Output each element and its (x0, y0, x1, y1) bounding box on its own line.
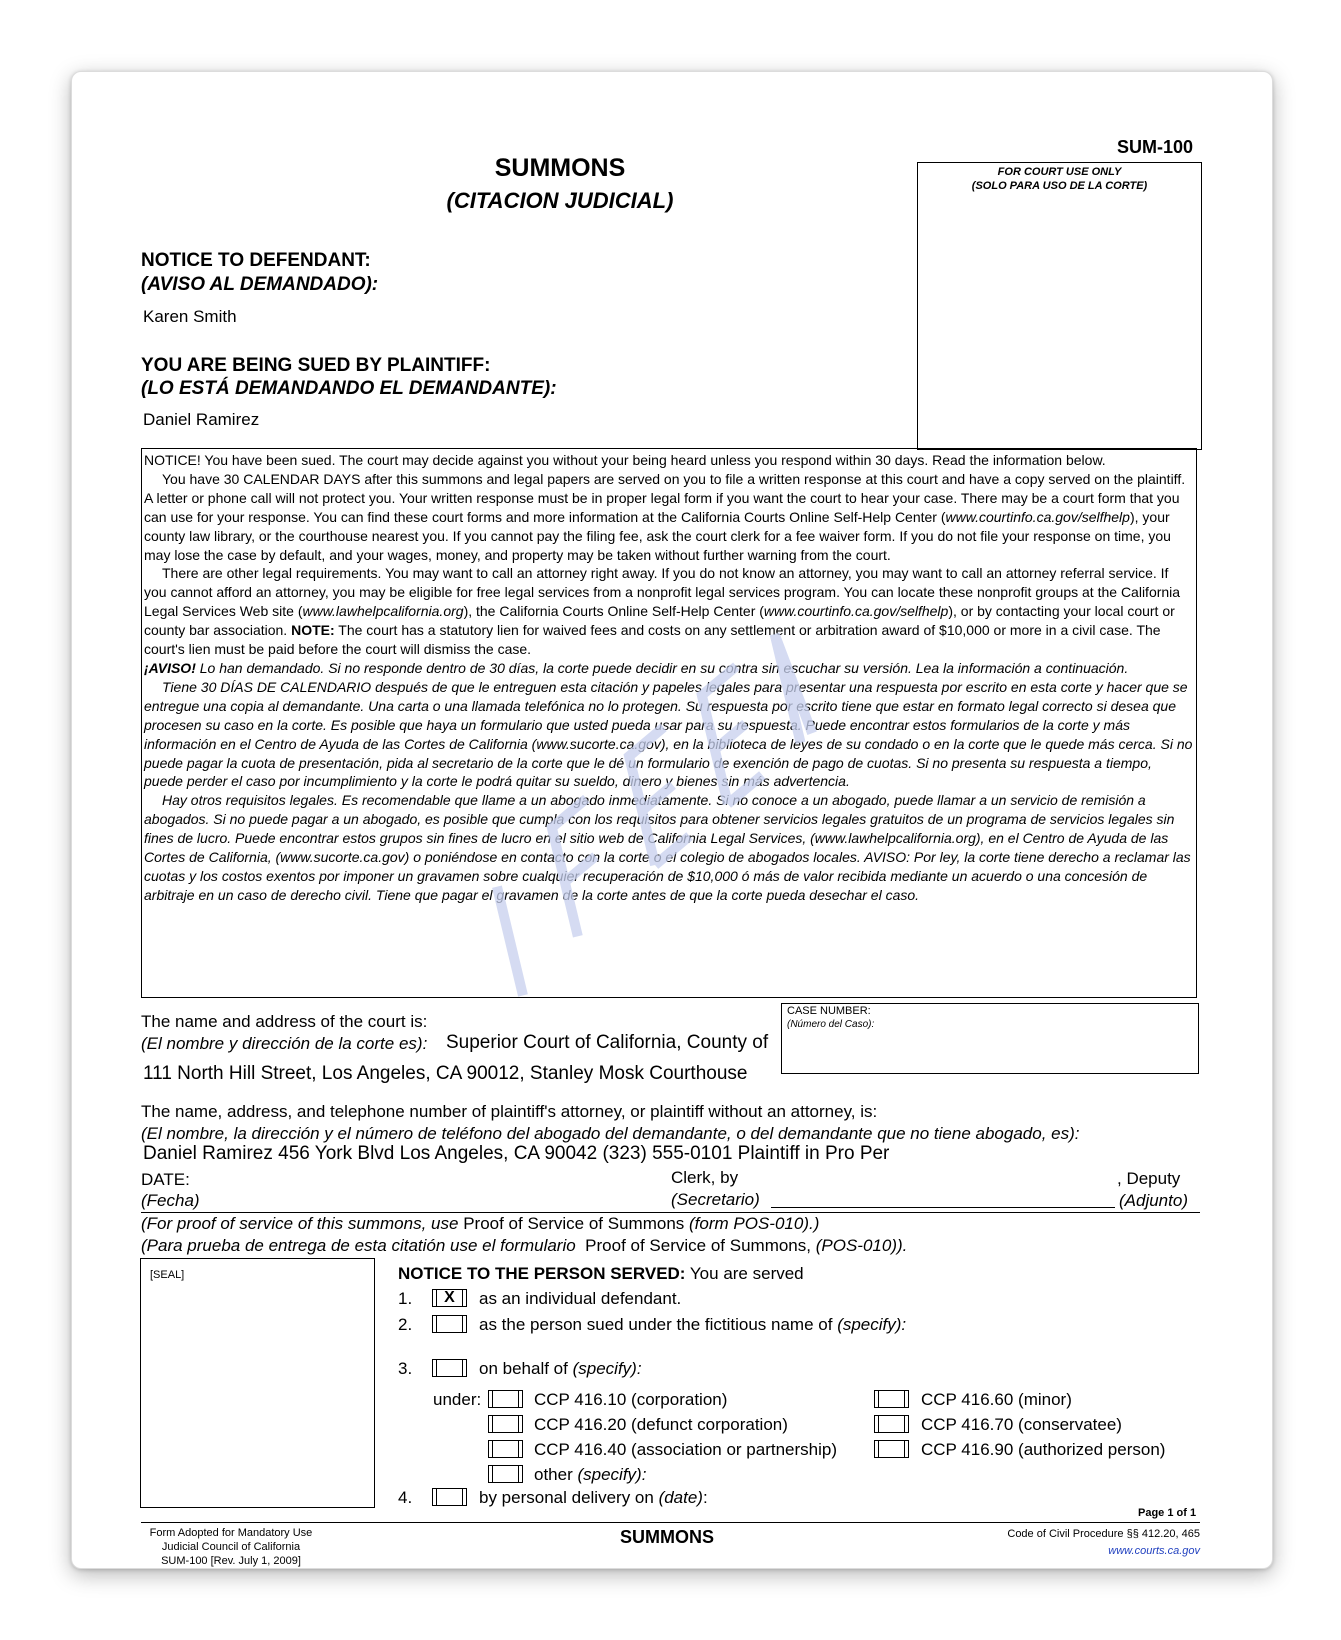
item4-number: 4. (398, 1488, 413, 1507)
footer-citation: Code of Civil Procedure §§ 412.20, 465 (1007, 1528, 1200, 1540)
item2-specify: (specify): (837, 1315, 907, 1334)
defendant-name[interactable]: Karen Smith (143, 307, 237, 326)
proof-es (141, 1235, 907, 1256)
court-label: The name and address of the court is: (141, 1012, 428, 1031)
case-number-label: CASE NUMBER: (787, 1005, 871, 1017)
served-heading-label: NOTICE TO THE PERSON SERVED: (398, 1264, 686, 1283)
ccp-416-40-checkbox[interactable] (488, 1440, 523, 1458)
notice-en-p3 (144, 564, 1194, 659)
proof-en-b: Proof of Service of Summons (463, 1214, 685, 1233)
note-label: NOTE: (291, 622, 335, 639)
footer-divider (141, 1522, 1200, 1523)
ccp-416-60-label: CCP 416.60 (minor) (921, 1390, 1072, 1409)
other-label (534, 1464, 646, 1485)
notice-text-box (141, 448, 1197, 998)
notice-en-p2-text: You have 30 CALENDAR DAYS after this summons and legal papers are served on you to file a written response at this court and have a copy served on the plaintiff. A letter or phone call will not protect you. Your written response must be in proper legal form if you want the court to hear your case. There may be a court form that you can use for your response. You can find these court forms and more information at the California Courts Online Self-Help Center ( (144, 470, 1186, 525)
aviso-label: ¡AVISO! (144, 659, 196, 676)
date-label: DATE: (141, 1170, 190, 1189)
footer-right (1007, 1527, 1200, 1558)
item2-number: 2. (398, 1315, 413, 1334)
item2-label (479, 1314, 906, 1335)
item4-label (479, 1487, 708, 1508)
ccp-416-60-checkbox[interactable] (874, 1390, 909, 1408)
case-number-box[interactable] (781, 1003, 1199, 1074)
proof-es-c: (POS-010)). (815, 1236, 908, 1255)
ccp-416-20-label: CCP 416.20 (defunct corporation) (534, 1415, 788, 1434)
ccp-416-90-label: CCP 416.90 (authorized person) (921, 1440, 1166, 1459)
ccp-416-70-label: CCP 416.70 (conservatee) (921, 1415, 1122, 1434)
item3-specify: (specify): (572, 1359, 642, 1378)
footer-left-line1: Form Adopted for Mandatory Use (149, 1527, 313, 1539)
court-use-label: FOR COURT USE ONLY (997, 166, 1122, 178)
item4-text: by personal delivery on (479, 1488, 654, 1507)
notice-en-p3-text-c: ), or by contacting your local court or county bar association. (144, 603, 1175, 639)
seal-label: [SEAL] (150, 1269, 185, 1281)
clerk-label-es: (Secretario) (671, 1190, 760, 1209)
check-mark: X (444, 1289, 455, 1306)
deputy-label-es: (Adjunto) (1119, 1191, 1188, 1210)
personal-delivery-checkbox[interactable] (432, 1488, 467, 1506)
footer-left-line3: SUM-100 [Rev. July 1, 2009] (161, 1555, 301, 1567)
on-behalf-of-checkbox[interactable] (432, 1359, 467, 1377)
under-label: under: (433, 1390, 482, 1409)
page-number: Page 1 of 1 (1138, 1507, 1197, 1519)
seal-box (140, 1258, 375, 1508)
notice-en-p2 (144, 470, 1194, 565)
item1-label: as an individual defendant. (479, 1289, 682, 1308)
other-checkbox[interactable] (488, 1465, 523, 1483)
proof-en-a: (For proof of service of this summons, use (141, 1214, 459, 1233)
defendant-label: NOTICE TO DEFENDANT: (141, 250, 371, 271)
notice-es-p1-text: Lo han demandado. Si no responde dentro de 30 días, la corte puede decidir en su contra sin escuchar su versión. Lea la información a continuación. (199, 659, 1129, 676)
ccp-416-10-label: CCP 416.10 (corporation) (534, 1390, 728, 1409)
other-specify: (specify): (577, 1465, 647, 1484)
served-heading (398, 1263, 804, 1284)
ccp-416-20-checkbox[interactable] (488, 1415, 523, 1433)
clerk-label: Clerk, by (671, 1168, 739, 1187)
notice-en-p2-text-b: ), your county law library, or the courthouse nearest you. If you cannot pay the filing fee, ask the court clerk for a fee waiver form. If you do not file your response on time, you may lose the case by default, and your wages, money, and property may be taken without further warning from the court. (144, 508, 1171, 563)
plaintiff-label-es: (LO ESTÁ DEMANDANDO EL DEMANDANTE): (141, 378, 557, 399)
selfhelp-link-2[interactable]: www.courtinfo.ca.gov/selfhelp (763, 603, 949, 620)
notice-en-p1: NOTICE! You have been sued. The court may decide against you without your being heard unless you respond within 30 days. Read the information below. (144, 452, 1106, 468)
lawhelp-link[interactable]: www.lawhelpcalifornia.org (302, 603, 464, 620)
note-text: The court has a statutory lien for waived fees and costs on any settlement or arbitration award of $10,000 or more in a civil case. The court's lien must be paid before the court will dismiss the case. (144, 622, 1161, 658)
ccp-416-90-checkbox[interactable] (874, 1440, 909, 1458)
notice-en-p3-text-b: ), the California Courts Online Self-Help Center ( (463, 603, 764, 620)
other-text: other (534, 1465, 573, 1484)
form-title: SUMMONS (494, 154, 626, 182)
deputy-label: , Deputy (1117, 1169, 1181, 1188)
proof-en (141, 1213, 819, 1234)
individual-defendant-checkbox[interactable] (432, 1289, 467, 1307)
notice-es-p3: Hay otros requisitos legales. Es recomendable que llame a un abogado inmediatamente. Si no conoce a un abogado, puede llamar a un servicio de remisión a abogados. Si no puede pagar a un abogado, es posible que cumpla con los requisitos para obtener servicios legales gratuitos de un programa de servicios legales sin fines de lucro. Puede encontrar estos grupos sin fines de lucro en el sitio web de California Legal Services, (www.lawhelpcalifornia.org), en el Centro de Ayuda de las Cortes de California, (www.sucorte.ca.gov) o poniéndose en contacto con la corte o el colegio de abogados locales. AVISO: Por ley, la corte tiene derecho a reclamar las cuotas y los costos exentos por imponer un gravamen sobre cualquier recuperación de $10,000 ó más de valor recibida mediante un acuerdo o una concesión de arbitraje en un caso de derecho civil. Tiene que pagar el gravamen de la corte antes de que la corte pueda desechar el caso. (144, 792, 1191, 903)
notice-en-p3-text: There are other legal requirements. You may want to call an attorney right away. If you do not know an attorney, you may want to call an attorney referral service. If you cannot afford an attorney, you may be eligible for free legal services from a nonprofit legal services program. You can locate these nonprofit groups at the California Legal Services Web site ( (144, 565, 1181, 620)
item3-label (479, 1358, 642, 1379)
attorney-label: The name, address, and telephone number of plaintiff's attorney, or plaintiff without an attorney, is: (141, 1102, 878, 1121)
form-subtitle: (CITACION JUDICIAL) (446, 188, 674, 213)
footer-url-link[interactable]: www.courts.ca.gov (1108, 1545, 1200, 1557)
form-number: SUM-100 (1117, 137, 1194, 157)
item4-date: (date) (658, 1488, 703, 1507)
item3-number: 3. (398, 1359, 413, 1378)
item2-text: as the person sued under the fictitious name of (479, 1315, 833, 1334)
court-label-es: (El nombre y dirección de la corte es): (141, 1034, 428, 1053)
attorney-value[interactable]: Daniel Ramirez 456 York Blvd Los Angeles, CA 90042 (323) 555-0101 Plaintiff in Pro Per (143, 1143, 890, 1164)
footer-left-line2: Judicial Council of California (161, 1541, 301, 1553)
proof-es-a: (Para prueba de entrega de esta citatión use el formulario (141, 1236, 576, 1255)
notice-es-p1 (144, 659, 1194, 678)
clerk-signature-line[interactable] (771, 1207, 1115, 1208)
plaintiff-label: YOU ARE BEING SUED BY PLAINTIFF: (141, 355, 491, 376)
date-label-es: (Fecha) (141, 1191, 200, 1210)
ccp-416-70-checkbox[interactable] (874, 1415, 909, 1433)
proof-es-b: Proof of Service of Summons, (585, 1236, 811, 1255)
item3-text: on behalf of (479, 1359, 568, 1378)
plaintiff-name[interactable]: Daniel Ramirez (143, 410, 260, 429)
ccp-416-10-checkbox[interactable] (488, 1390, 523, 1408)
item1-number: 1. (398, 1289, 413, 1308)
court-address[interactable]: 111 North Hill Street, Los Angeles, CA 90012, Stanley Mosk Courthouse (143, 1063, 748, 1084)
served-heading-rest: You are served (689, 1264, 804, 1283)
selfhelp-link[interactable]: www.courtinfo.ca.gov/selfhelp (945, 508, 1130, 525)
footer-left (141, 1526, 321, 1568)
notice-es-p2: Tiene 30 DÍAS DE CALENDARIO después de que le entreguen esta citación y papeles legales para presentar una respuesta por escrito en esta corte y hacer que se entregue una copia al demandante. Una carta o una llamada telefónica no lo protegen. Su respuesta por escrito tiene que estar en formato legal correcto si desea que procesen su caso en la corte. Es posible que haya un formulario que usted pueda usar para su respuesta. Puede encontrar estos formularios de la corte y más información en el Centro de Ayuda de las Cortes de California (www.sucorte.ca.gov), en la biblioteca de leyes de su condado o en la corte que le quede más cerca. Si no puede pagar la cuota de presentación, pida al secretario de la corte que le dé un formulario de exención de pago de cuotas. Si no presenta su respuesta a tiempo, puede perder el caso por incumplimiento y la corte le podrá quitar su sueldo, dinero y bienes sin más advertencia. (144, 678, 1193, 790)
footer-title: SUMMONS (620, 1527, 714, 1547)
defendant-label-es: (AVISO AL DEMANDADO): (141, 274, 379, 295)
fictitious-name-checkbox[interactable] (432, 1315, 467, 1333)
court-name[interactable]: Superior Court of California, County of (446, 1032, 769, 1053)
ccp-416-40-label: CCP 416.40 (association or partnership) (534, 1440, 838, 1459)
court-use-label-es: (SOLO PARA USO DE LA CORTE) (971, 180, 1148, 192)
case-number-label-es: (Número del Caso): (787, 1019, 875, 1030)
proof-en-c: (form POS-010).) (689, 1214, 820, 1233)
court-use-box (917, 162, 1202, 450)
item4-colon: : (702, 1488, 708, 1507)
attorney-label-es: (El nombre, la dirección y el número de teléfono del abogado del demandante, o del demandante que no tiene abogado, es): (141, 1124, 1080, 1143)
